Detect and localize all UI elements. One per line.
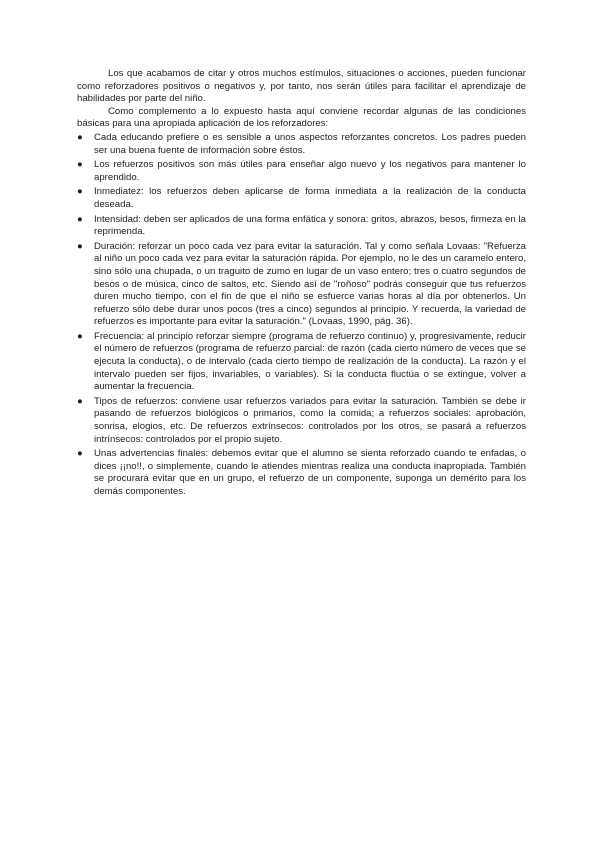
list-item xyxy=(77,241,526,329)
document-page xyxy=(77,68,526,501)
bullet-icon: ● xyxy=(77,213,83,225)
list-item xyxy=(77,214,526,239)
conditions-intro-paragraph: Como complemento a lo expuesto hasta aquí conviene recordar algunas de las condiciones básicas para una apropiada aplicación de los reforzadores: xyxy=(77,105,526,130)
list-item-text: Intensidad: deben ser aplicados de una forma enfática y sonora: gritos, abrazos, besos, firmeza en la reprimenda. xyxy=(94,213,526,238)
bullet-icon: ● xyxy=(77,159,83,171)
list-item xyxy=(77,186,526,211)
list-item xyxy=(77,448,526,498)
bullet-icon: ● xyxy=(77,448,83,460)
list-item-text: Los refuerzos positivos son más útiles para enseñar algo nuevo y los negativos para mantener lo aprendido. xyxy=(94,159,526,183)
list-item-text: Cada educando prefiere o es sensible a unos aspectos reforzantes concretos. Los padres pueden ser una buena fuente de información sobre éstos. xyxy=(94,131,526,156)
bullet-icon: ● xyxy=(77,131,83,143)
conditions-list xyxy=(77,132,526,499)
intro-paragraph: Los que acabamos de citar y otros muchos estímulos, situaciones o acciones, pueden funcionar como reforzadores positivos o negativos y, por tanto, nos serán útiles para facilitar el aprendizaje de habilidades por parte del niño. xyxy=(77,68,526,105)
bullet-icon: ● xyxy=(77,240,83,252)
list-item xyxy=(77,396,526,446)
list-item-text: Tipos de refuerzos: conviene usar refuerzos variados para evitar la saturación. También se debe ir pasando de refuerzos biológicos o primarios, como la comida; a refuerzos sociales: aprobación, sonrisa, elogios, etc. De refuerzos extrínsecos: controlados por los otros, se pasará a refuerzos intrínsecos: controlados por el propio sujeto. xyxy=(94,395,526,445)
list-item-text: Duración: reforzar un poco cada vez para evitar la saturación. Tal y como señala Lovaas: "Refuerza al niño un poco cada vez para evitar la saturación rápida. Por ejemplo, no le des un caramelo entero, sino sólo una chupada, o un traguito de zumo en lugar de un vaso entero; tres o cuatro segundos de besos o de música, cinco de saltos, etc. Siendo así de "roñoso" podrás conseguir que tus refuerzos duren mucho tiempo, con el fin de que el niño se esfuerce varias horas al día por obtenerlos. Un refuerzo sólo debe durar unos pocos (tres a cinco) segundos al principio. Y recuerda, la variedad de refuerzos es importante para evitar la saturación." (Lovaas, 1990, pág. 36). xyxy=(94,240,526,328)
list-item-text: Frecuencia: al principio reforzar siempre (programa de refuerzo continuo) y, progresivamente, reducir el número de refuerzos (programa de refuerzo parcial: de razón (cada cierto número de veces que se ejecuta la conducta), o de intervalo (cada cierto tiempo de realización de la conducta). La razón y el intervalo pueden ser fijos, invariables, o variables). Si la conducta fluctúa o se extingue, volver a aumentar la frecuencia. xyxy=(94,330,526,393)
list-item xyxy=(77,132,526,157)
list-item xyxy=(77,159,526,184)
list-item-text: Unas advertencias finales: debemos evitar que el alumno se sienta reforzado cuando te enfadas, o dices ¡¡no!!, o simplemente, cuando le atiendes mientras realiza una conducta inapropiada. También se procurará evitar que en un grupo, el refuerzo de un componente, suponga un demérito para los demás componentes. xyxy=(94,448,526,497)
bullet-icon: ● xyxy=(77,395,83,407)
bullet-icon: ● xyxy=(77,186,83,198)
list-item-text: Inmediatez: los refuerzos deben aplicarse de forma inmediata a la realización de la conducta deseada. xyxy=(94,186,526,210)
bullet-icon: ● xyxy=(77,330,83,342)
list-item xyxy=(77,331,526,394)
